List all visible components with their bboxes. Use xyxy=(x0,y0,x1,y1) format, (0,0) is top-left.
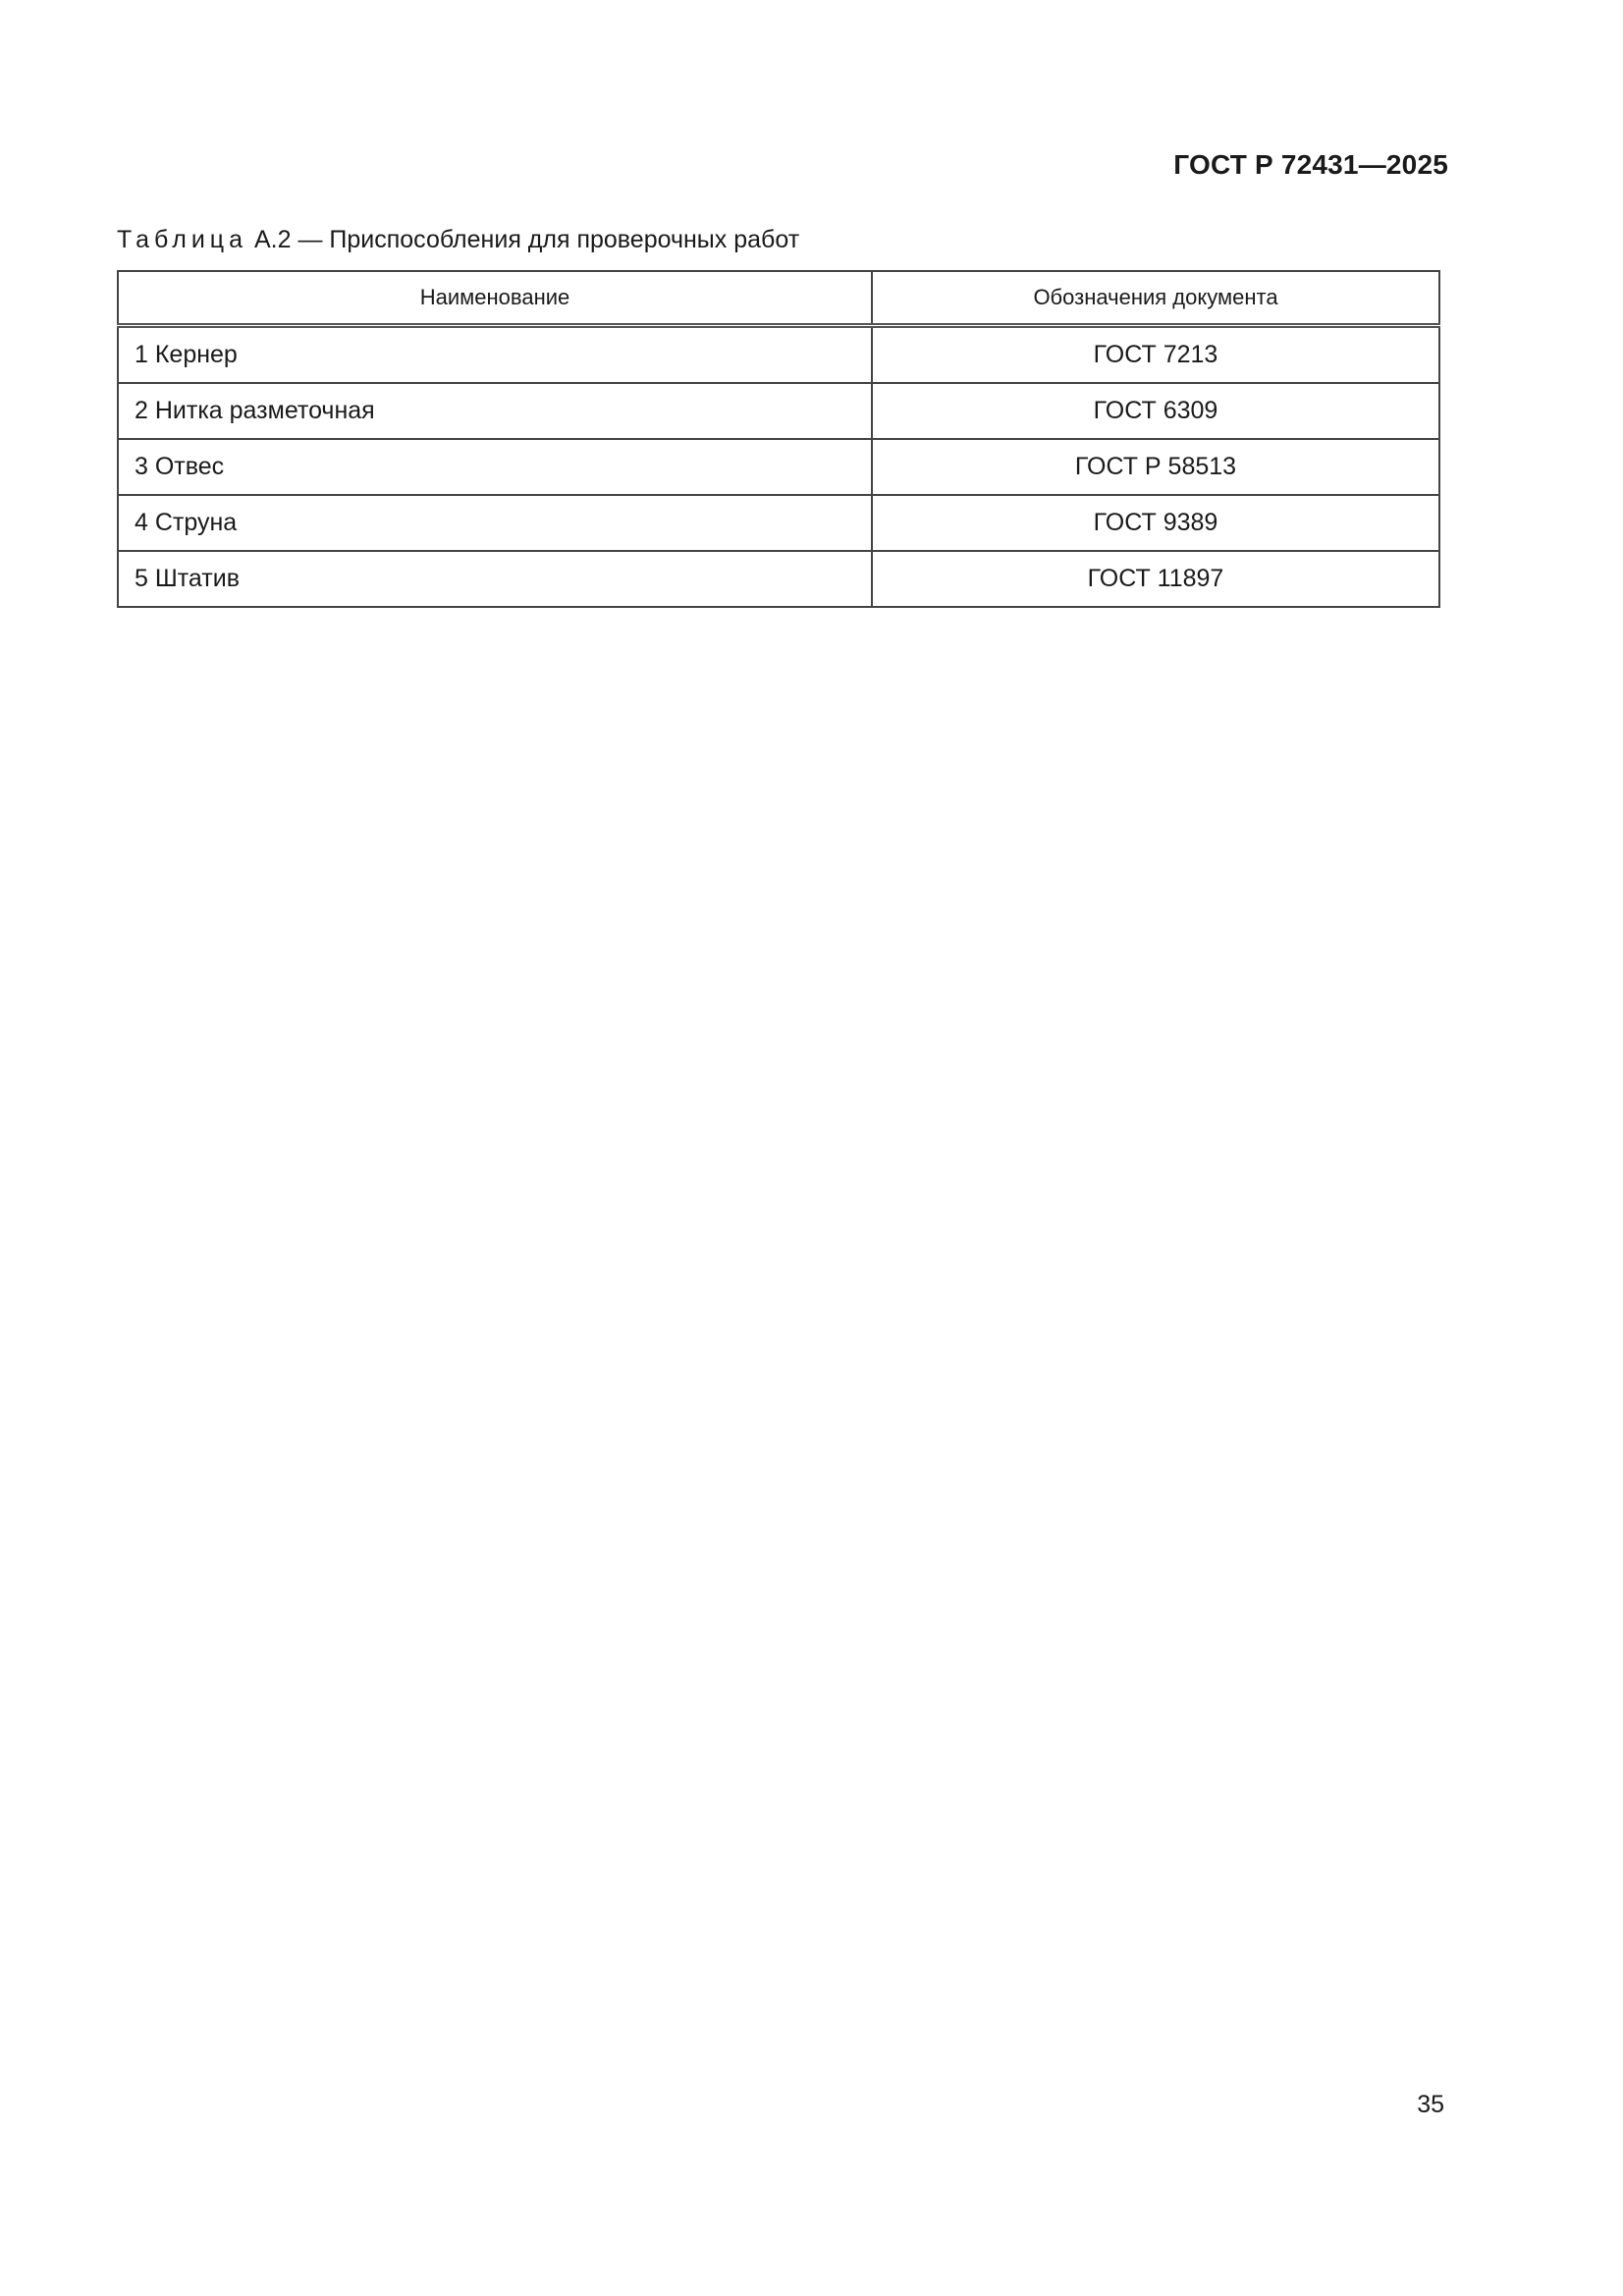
table-row xyxy=(118,495,1439,551)
table-row xyxy=(118,439,1439,495)
column-header-name: Наименование xyxy=(118,271,872,326)
table-caption xyxy=(117,226,799,254)
table-caption-text: А.2 — Приспособления для проверочных работ xyxy=(253,226,800,253)
document-code: ГОСТ Р 72431—2025 xyxy=(1173,149,1448,180)
table-row xyxy=(118,551,1439,607)
row-designation-cell: ГОСТ 7213 xyxy=(872,326,1439,384)
row-name-cell: 1 Кернер xyxy=(118,326,872,384)
row-designation-cell: ГОСТ Р 58513 xyxy=(872,439,1439,495)
row-designation-cell: ГОСТ 9389 xyxy=(872,495,1439,551)
table-caption-prefix: Таблица xyxy=(117,226,248,253)
row-name-cell: 5 Штатив xyxy=(118,551,872,607)
row-designation-cell: ГОСТ 6309 xyxy=(872,383,1439,439)
table-header-row xyxy=(118,271,1439,326)
table-row xyxy=(118,383,1439,439)
row-designation-cell: ГОСТ 11897 xyxy=(872,551,1439,607)
page-number: 35 xyxy=(1417,2091,1444,2118)
table-row xyxy=(118,326,1439,384)
row-name-cell: 3 Отвес xyxy=(118,439,872,495)
row-name-cell: 2 Нитка разметочная xyxy=(118,383,872,439)
column-header-designation: Обозначения документа xyxy=(872,271,1439,326)
row-name-cell: 4 Струна xyxy=(118,495,872,551)
tools-table xyxy=(117,270,1440,608)
